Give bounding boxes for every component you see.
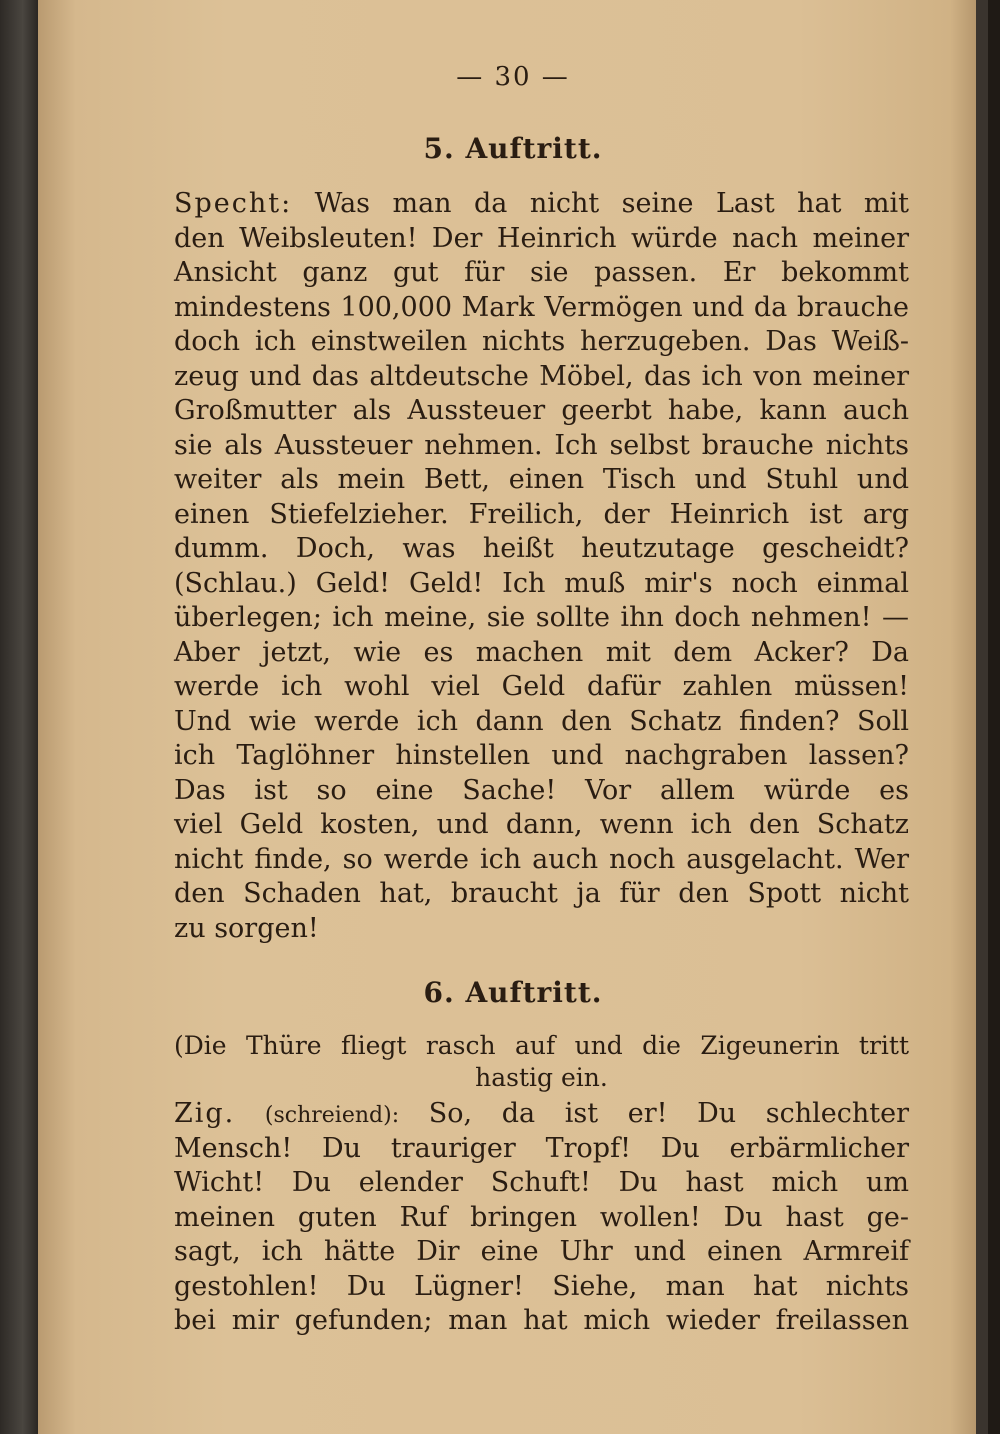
text-line: hastig ein. [475, 1063, 608, 1092]
text-line: nicht finde, so werde ich auch noch ausgelacht. Wer [174, 843, 909, 875]
text-line: zeug und das altdeutsche Möbel, das ich von meiner [174, 360, 909, 392]
text-line: Zig. (schreiend): So, da ist er! Du schlechter [174, 1098, 909, 1129]
text-line: Specht: Was man da nicht seine Last hat mit [174, 188, 909, 219]
text-line: Ansicht ganz gut für sie passen. Er bekommt [174, 257, 909, 288]
book-binding [0, 0, 38, 1434]
text-line: sie als Aussteuer nehmen. Ich selbst brauche nichts [174, 429, 909, 461]
text-line: Mensch! Du trauriger Tropf! Du erbärmlicher [174, 1132, 909, 1164]
text-line: (Schlau.) Geld! Geld! Ich muß mir's noch einmal [174, 567, 909, 599]
page-edge [976, 0, 988, 1434]
text-line: Das ist so eine Sache! Vor allem würde es [174, 774, 909, 806]
stage-direction [174, 1030, 909, 1094]
book-page [38, 0, 988, 1434]
text-line: bei mir gefunden; man hat mich wieder freilassen [174, 1305, 909, 1336]
text-line: doch ich einstweilen nichts herzugeben. Das Weiß- [174, 326, 909, 357]
scene-5-monologue [174, 187, 909, 946]
text-line: weiter als mein Bett, einen Tisch und Stuhl und [174, 464, 909, 495]
text-line: Und wie werde ich dann den Schatz finden? Soll [174, 705, 909, 737]
text-line: meinen guten Ruf bringen wollen! Du hast ge- [174, 1201, 909, 1233]
text-line: Wicht! Du elender Schuft! Du hast mich um [174, 1167, 909, 1198]
speaker-direction: (schreiend): [264, 1103, 400, 1128]
text-line: den Schaden hat, braucht ja für den Spott nicht [174, 878, 909, 909]
text-line: dumm. Doch, was heißt heutzutage gescheidt? [174, 533, 909, 564]
text-line: (Die Thüre fliegt rasch auf und die Zigeunerin tritt [174, 1031, 909, 1060]
text-line: mindestens 100,000 Mark Vermögen und da brauche [174, 291, 909, 323]
speaker-zigeunerin: Zig. [174, 1098, 236, 1129]
speaker-specht: Specht: [174, 188, 293, 219]
text-line: gestohlen! Du Lügner! Siehe, man hat nichts [174, 1270, 909, 1302]
text-line: überlegen; ich meine, sie sollte ihn doch nehmen! — [174, 602, 909, 633]
text-line: viel Geld kosten, und dann, wenn ich den Schatz [174, 809, 909, 840]
text-line: Großmutter als Aussteuer geerbt habe, kann auch [174, 395, 909, 426]
text-line: Aber jetzt, wie es machen mit dem Acker? Da [174, 636, 909, 668]
text-line: sagt, ich hätte Dir eine Uhr und einen Armreif [174, 1236, 909, 1267]
text-line: zu sorgen! [174, 912, 319, 944]
page-number: — 30 — [456, 62, 570, 92]
scene-6-heading: 6. Auftritt. [423, 976, 603, 1009]
text-line: den Weibsleuten! Der Heinrich würde nach meiner [174, 222, 909, 254]
text-line: werde ich wohl viel Geld dafür zahlen müssen! [174, 671, 909, 702]
scene-5-heading: 5. Auftritt. [423, 132, 603, 165]
text-line: ich Taglöhner hinstellen und nachgraben lassen? [174, 740, 909, 771]
text-line: einen Stiefelzieher. Freilich, der Heinrich ist arg [174, 498, 909, 530]
scene-6-dialogue [174, 1097, 909, 1339]
